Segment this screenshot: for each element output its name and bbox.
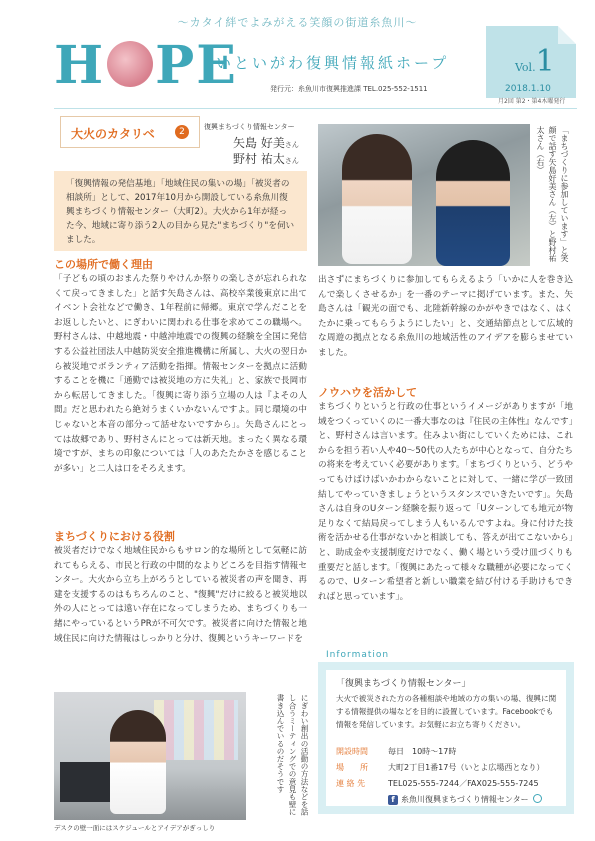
volume-label: Vol.1 bbox=[515, 44, 555, 79]
person-left-figure bbox=[342, 134, 412, 264]
body-role-continued: 出さずにまちづくりに参加してもらえるよう「いかに人を巻き込んで楽しくさせるか」を一番のテーマに掲げています。また、矢島さんは「観光の面でも、北陸新幹線のかがやきではなく、はくたかに乗ってもらうようにしたい」と、交通結節点として広域的な周遊の拠点となる糸魚川の地域活性のアイデアを膨らませていました。 bbox=[318, 275, 573, 358]
information-label: Information bbox=[326, 650, 390, 660]
publisher-info: 発行元：糸魚川市復興推進課 TEL.025-552-1511 bbox=[270, 85, 428, 93]
info-title: 「復興まちづくり情報センター」 bbox=[336, 679, 471, 689]
hope-logo: H PE bbox=[54, 35, 238, 96]
info-hours: 開設時間 毎日 10時〜17時 bbox=[336, 747, 457, 756]
body-knowhow: まちづくりというと行政の仕事というイメージがありますが「地域をつくっていくのに一番大事なのは『住民の主体性』なんです」と、野村さんは言います。住みよい街にしていくためには、これからを担う若い人や40〜50代の人たちが中心となって、自分たちの将来を考えていく必要があります。「まちづくりという、どうやってもけばけばいかわからないことに対して、一緒に学び一致団結してやっていきましょうというスタンスでいきたいです」。矢島さんは自身のUターン経験を振り返って「Uターンしても地元が物足りなくて結局戻ってしまう人もいるんですよね。身に付けた技術を活かせる仕事がないかと相談しても、答えが出てこないから」と、助成金や支援制度だけでなく、働く場という受け皿づくりも重要だと話します。「復興にあたって様々な職種が必要になってくるので、Uターン希望者と新しい職業を結び付ける手助けもできればと思っています」。 bbox=[318, 402, 573, 602]
body-reason: 「子どもの頃のおまんた祭りやけんか祭りの楽しさが忘れられなくて戻ってきました」と話す矢島さんは、高校卒業後東京に出てイベント会社などで働き、1年程前に帰郷。東京で学んだことをお返ししたいと、にぎわいに関われる仕事を求めてこの職場へ。野村さんは、中越地震・中越沖地震での復興の経験を全国に発信する公益社団法人中越防災安全推進機構に所属し、大火の翌日から被災地でボランティア活動を指揮。情報センターを拠点に活動することを機に「通勤では被災地の方に失礼」と、家族で長岡市から転居してきました。「復興に寄り添う立場の人は『よその人間』だと思われたら絶対うまくいかないんですよ。同じ環境の中じゃないと本音の部分って話せないですから」。矢島さんにとっては故郷であり、野村さんにとっては新天地。まったく異なる環境ですが、まちの印象については「人のあたたかさを感じることが多い」と二人は口をそろえます。 bbox=[54, 274, 307, 474]
feature-title-box bbox=[60, 116, 200, 148]
info-contact: 連 絡 先 TEL025-555-7244／FAX025-555-7245 bbox=[336, 779, 539, 788]
photo-caption-side: にぎわい創出の活動の方法などを話し合うミーティングでの意見も壁に書き込んでいるのだそうです bbox=[276, 694, 309, 816]
heading-knowhow: ノウハウを活かして bbox=[318, 386, 417, 399]
issue-date: 2018.1.10 bbox=[505, 84, 551, 94]
person-figure bbox=[110, 710, 166, 814]
info-place: 場 所 大町2丁目1番17号（いとよ広場西となり） bbox=[336, 763, 545, 772]
interview-photo bbox=[318, 124, 530, 266]
organization: 復興まちづくり情報センター bbox=[204, 123, 295, 131]
photo-caption-top: 「まちづくりに参加しています」と笑顔で話す矢島好美さん（左）と野村祐太さん（右） bbox=[536, 126, 569, 262]
info-description: 大火で被災された方の各種相談や地域の方の集いの場、復興に関する情報提供の場などを目的に設置しています。Facebookでも情報を発信しています。お気軽にお立ち寄りください。 bbox=[336, 694, 557, 729]
person-right-figure bbox=[436, 140, 510, 266]
search-icon bbox=[533, 794, 542, 803]
computer-monitor bbox=[60, 762, 112, 802]
facebook-icon: f bbox=[388, 795, 398, 805]
body-role: 被災者だけでなく地域住民からもサロン的な場所として気軽に訪れてもらえる、市民と行政の中間的なよりどころを目指す情報センター。大火から立ち上がろうとしている被災者の声を聞き、再建を支援するのはもちろんのこと、"復興"だけに絞ると被災地以外の人にとっては遠い存在になってしまうため、まちづくりも一緒にやっているというPRが不可欠です。被災者に向けた情報と地域住民に向けた情報はしっかりと分け、復興というキーワードを bbox=[54, 546, 307, 644]
issue-schedule: 月2回 第2・第4木曜発行 bbox=[498, 98, 566, 105]
tagline: ～カタイ絆でよみがえる笑顔の街道糸魚川～ bbox=[177, 16, 418, 29]
photo-caption-bottom: デスクの壁一面にはスケジュールとアイデアがぎっしり bbox=[54, 824, 216, 832]
information-box bbox=[318, 662, 574, 814]
notes-board bbox=[154, 700, 238, 760]
publication-name: いといがわ復興情報紙ホープ bbox=[216, 54, 450, 72]
desk-photo bbox=[54, 692, 246, 820]
header-divider bbox=[54, 108, 577, 109]
heading-reason: この場所で働く理由 bbox=[54, 258, 153, 271]
feature-number: 2 bbox=[175, 125, 189, 139]
lead-text: 「復興情報の発信基地」「地域住民の集いの場」「被災者の相談所」として、2017年10月から開設している糸魚川復興まちづくり情報センター（大町2）。大火から1年が経った今、地域に寄り添う2人の目から見た"まちづくり"を伺いました。 bbox=[66, 179, 295, 245]
heading-role: まちづくりにおける役割 bbox=[54, 530, 175, 543]
person-name-1: 矢島 好美さん bbox=[233, 136, 299, 150]
logo-o-circle bbox=[107, 41, 153, 87]
person-name-2: 野村 祐太さん bbox=[233, 152, 299, 166]
lead-box bbox=[54, 171, 307, 251]
facebook-link[interactable]: f 糸魚川復興まちづくり情報センター bbox=[388, 794, 542, 805]
feature-title: 大火のカタリベ bbox=[71, 127, 155, 141]
